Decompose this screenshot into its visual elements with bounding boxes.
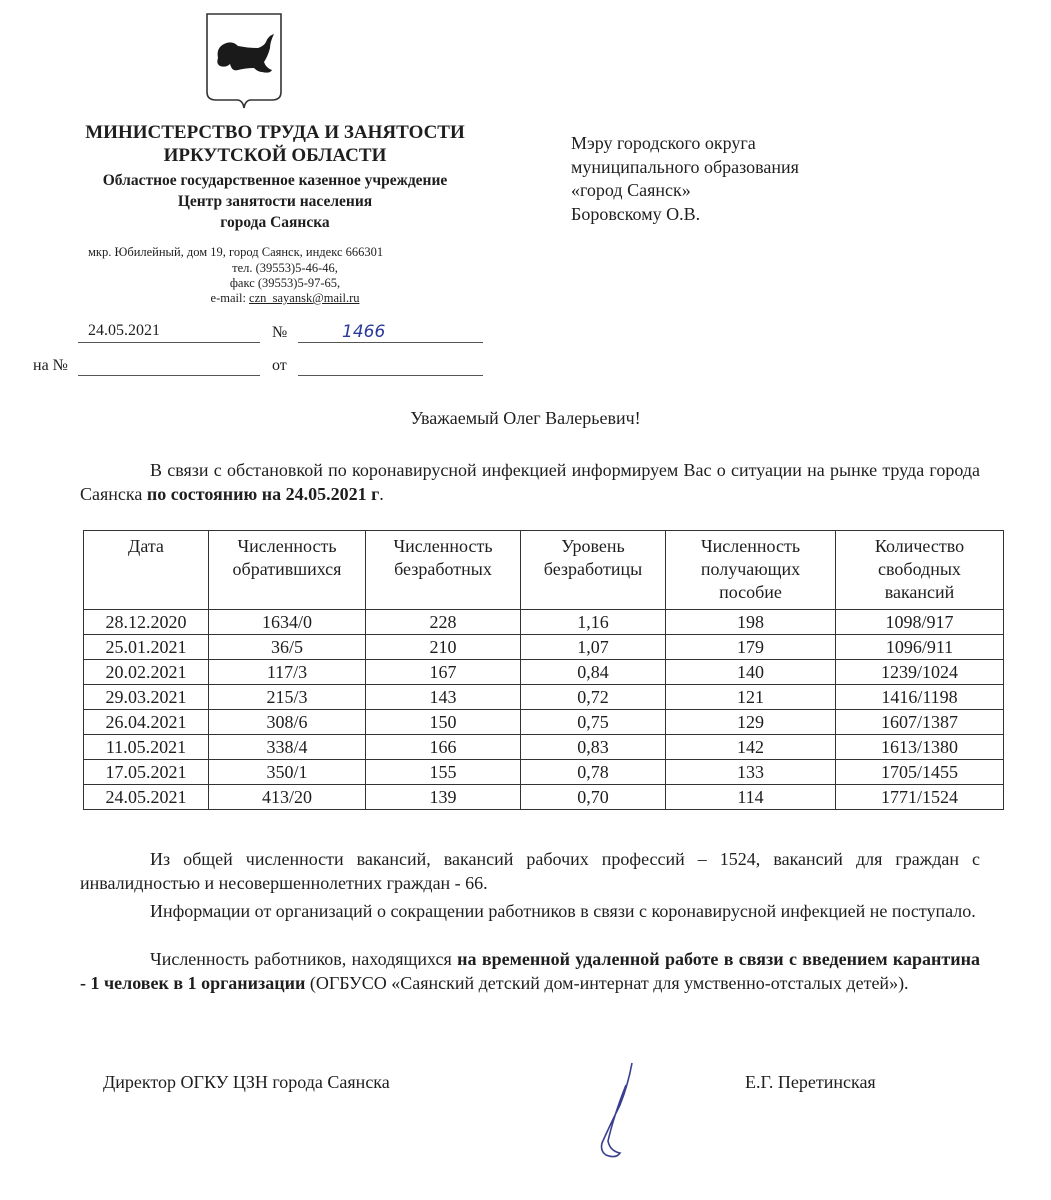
intro-text: В связи с обстановкой по коронавирусной инфекцией информируем Вас о ситуации на рынке труда города Саянска (80, 460, 980, 504)
header-applicants: Численность обратившихся (209, 531, 366, 610)
org-name-line1: Областное государственное казенное учреждение (102, 172, 448, 189)
recipient-line4: Боровскому О.В. (571, 203, 701, 224)
table-row: 20.02.2021 117/3 167 0,84 140 1239/1024 (84, 660, 1004, 685)
labor-market-table (83, 530, 1004, 810)
recipient-line2: муниципального образования (571, 156, 799, 177)
number-field (298, 322, 483, 343)
letter-number: 1466 (342, 322, 386, 342)
intro-paragraph: В связи с обстановкой по коронавирусной инфекцией информируем Вас о ситуации на рынке труда города Саянска по состоянию на 24.05.2021 г. (80, 460, 980, 504)
signatory-name: Е.Г. Перетинская (745, 1072, 876, 1092)
email-label: e-mail: (210, 291, 250, 305)
coat-of-arms-icon (204, 12, 284, 110)
header-date: Дата (84, 531, 209, 610)
table-row: 24.05.2021 413/20 139 0,70 114 1771/1524 (84, 785, 1004, 810)
org-address: мкр. Юбилейный, дом 19, город Саянск, индекс 666301 (88, 245, 384, 259)
remote-work-paragraph: Численность работников, находящихся на временной удаленной работе в связи с введением карантина - 1 человек в 1 организации (ОГБУСО «Саянский детский дом-интернат для умственно-отсталых детей»). (80, 949, 981, 993)
table-header-row (84, 531, 1004, 610)
table-row: 26.04.2021 308/6 150 0,75 129 1607/1387 (84, 710, 1004, 735)
org-name-line3: города Саянска (220, 214, 330, 231)
org-fax: факс (39553)5-97-65, (229, 276, 341, 290)
org-phone: тел. (39553)5-46-46, (232, 261, 338, 275)
org-email-line (60, 291, 510, 306)
ref-number-label: на № (33, 357, 68, 374)
table-row: 28.12.2020 1634/0 228 1,16 198 1098/917 (84, 610, 1004, 635)
layoffs-paragraph: Информации от организаций о сокращении работников в связи с коронавирусной инфекцией не поступало. (150, 901, 976, 921)
greeting: Уважаемый Олег Валерьевич! (410, 408, 641, 428)
table-row: 25.01.2021 36/5 210 1,07 179 1096/911 (84, 635, 1004, 660)
signatory-title: Директор ОГКУ ЦЗН города Саянска (103, 1072, 390, 1092)
handwritten-signature-icon (580, 1055, 650, 1165)
header-vacancies: Количество свободных вакансий (836, 531, 1004, 610)
table-row: 17.05.2021 350/1 155 0,78 133 1705/1455 (84, 760, 1004, 785)
ministry-name-line2: ИРКУТСКОЙ ОБЛАСТИ (163, 145, 387, 166)
from-label: от (272, 357, 287, 374)
recipient-block (571, 132, 799, 226)
vacancies-paragraph: Из общей численности вакансий, вакансий рабочих профессий – 1524, вакансий для граждан с инвалидностью и несовершеннолетних граждан - 66. (80, 849, 980, 893)
intro-bold: по состоянию на 24.05.2021 г (146, 484, 380, 504)
from-field (298, 355, 483, 376)
table-row: 29.03.2021 215/3 143 0,72 121 1416/1198 (84, 685, 1004, 710)
date-field (78, 322, 260, 343)
ministry-name-line1: МИНИСТЕРСТВО ТРУДА И ЗАНЯТОСТИ (85, 122, 465, 143)
header-benefit-recipients: Численность получающих пособие (666, 531, 836, 610)
number-label: № (272, 324, 288, 341)
recipient-line3: «город Саянск» (571, 180, 691, 200)
org-name-line2: Центр занятости населения (177, 193, 373, 210)
ref-number-field (78, 355, 260, 376)
header-unemployment-rate: Уровень безработицы (521, 531, 666, 610)
table-row: 11.05.2021 338/4 166 0,83 142 1613/1380 (84, 735, 1004, 760)
letter-date: 24.05.2021 (88, 322, 160, 339)
email-link[interactable]: czn_sayansk@mail.ru (249, 291, 360, 305)
recipient-line1: Мэру городского округа (571, 133, 756, 153)
header-unemployed: Численность безработных (366, 531, 521, 610)
